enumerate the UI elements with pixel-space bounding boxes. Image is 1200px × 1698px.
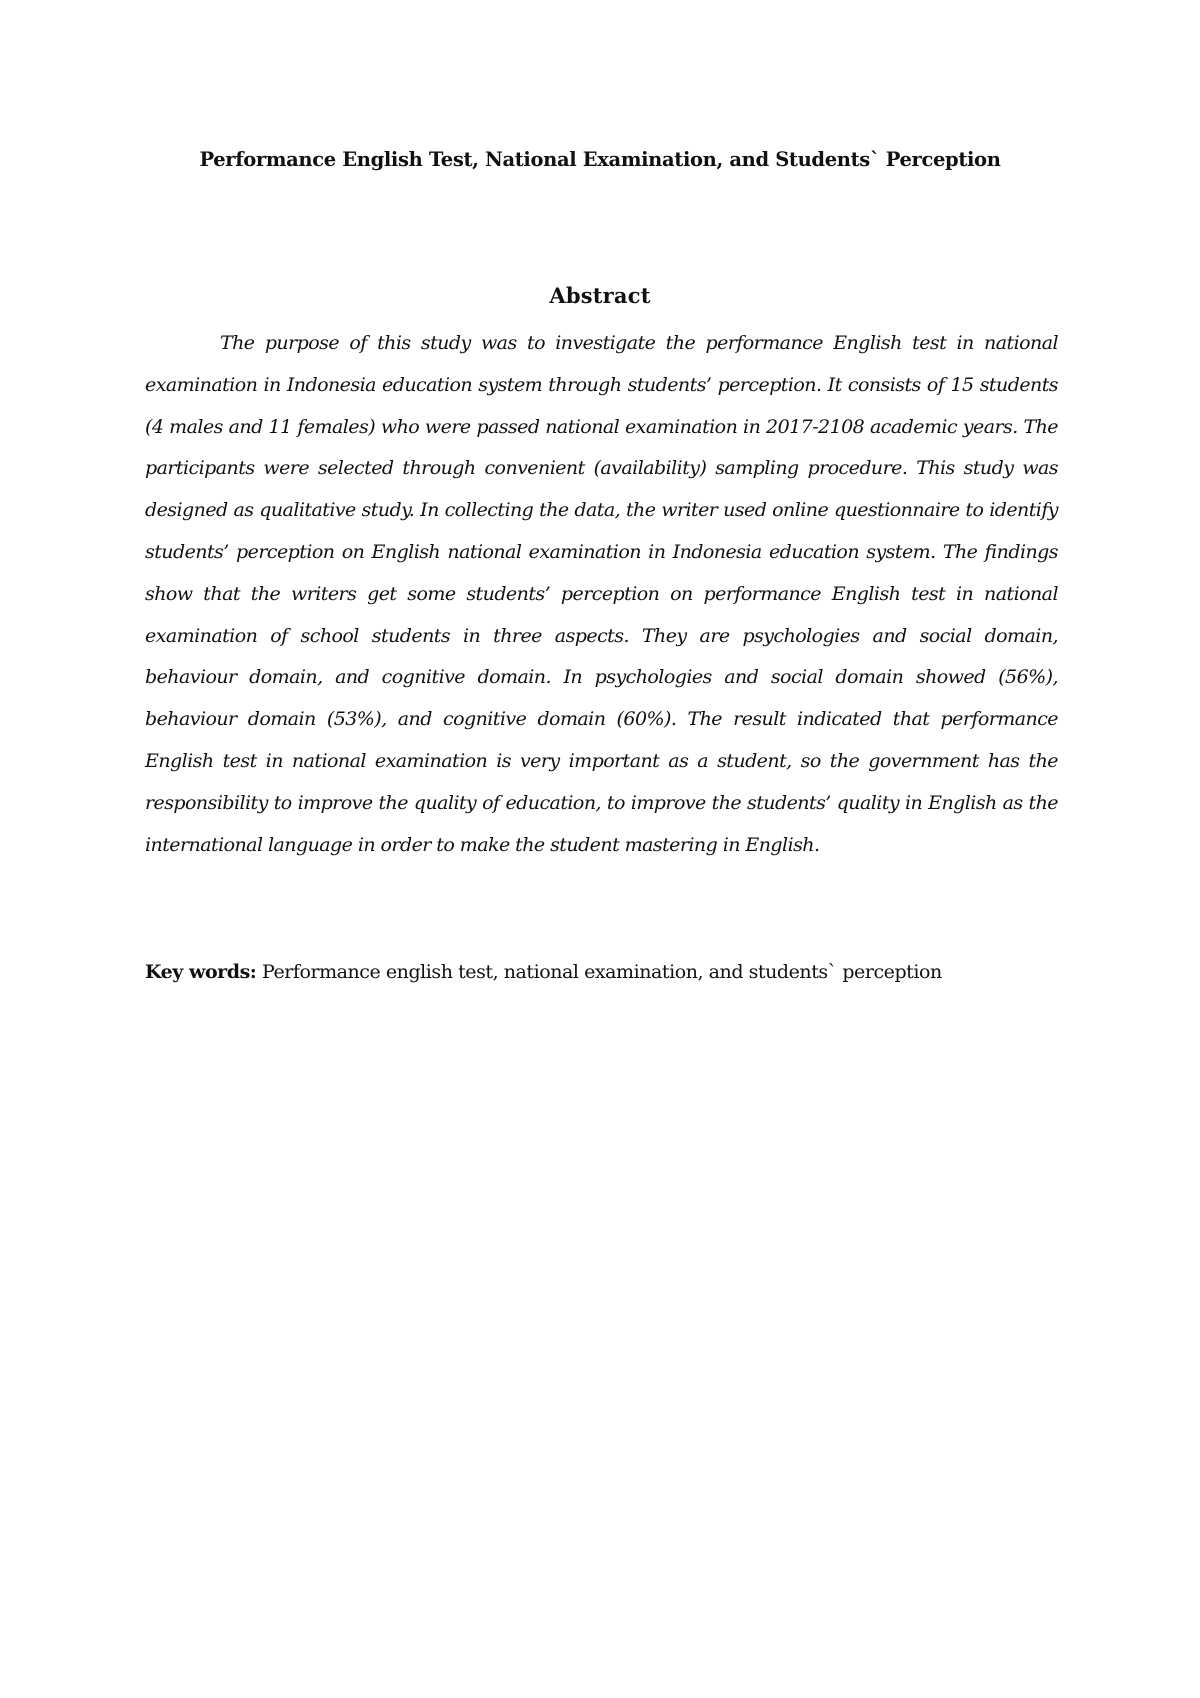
keywords-line <box>145 957 1058 987</box>
keywords-label: Key words: <box>145 961 257 983</box>
abstract-heading: Abstract <box>549 283 651 308</box>
paper-title: Performance English Test, National Examination, and Students` Perception <box>199 148 1001 171</box>
keywords-text: Performance english test, national examination, and students` perception <box>256 961 942 983</box>
abstract-text: The purpose of this study was to investigate the performance English test in national examination in Indonesia education system through students’ perception. It consists of 15 students (4 males and 11 females) who were passed national examination in 2017-2108 academic years. The participants were selected through convenient (availability) sampling procedure. This study was designed as qualitative study. In collecting the data, the writer used online questionnaire to identify students’ perception on English national examination in Indonesia education system. The findings show that the writers get some students’ perception on performance English test in national examination of school students in three aspects. They are psychologies and social domain, behaviour domain, and cognitive domain. In psychologies and social domain showed (56%), behaviour domain (53%), and cognitive domain (60%). The result indicated that performance English test in national examination is very important as a student, so the government has the responsibility to improve the quality of education, to improve the students’ quality in English as the international language in order to make the student mastering in English. <box>145 332 1058 856</box>
